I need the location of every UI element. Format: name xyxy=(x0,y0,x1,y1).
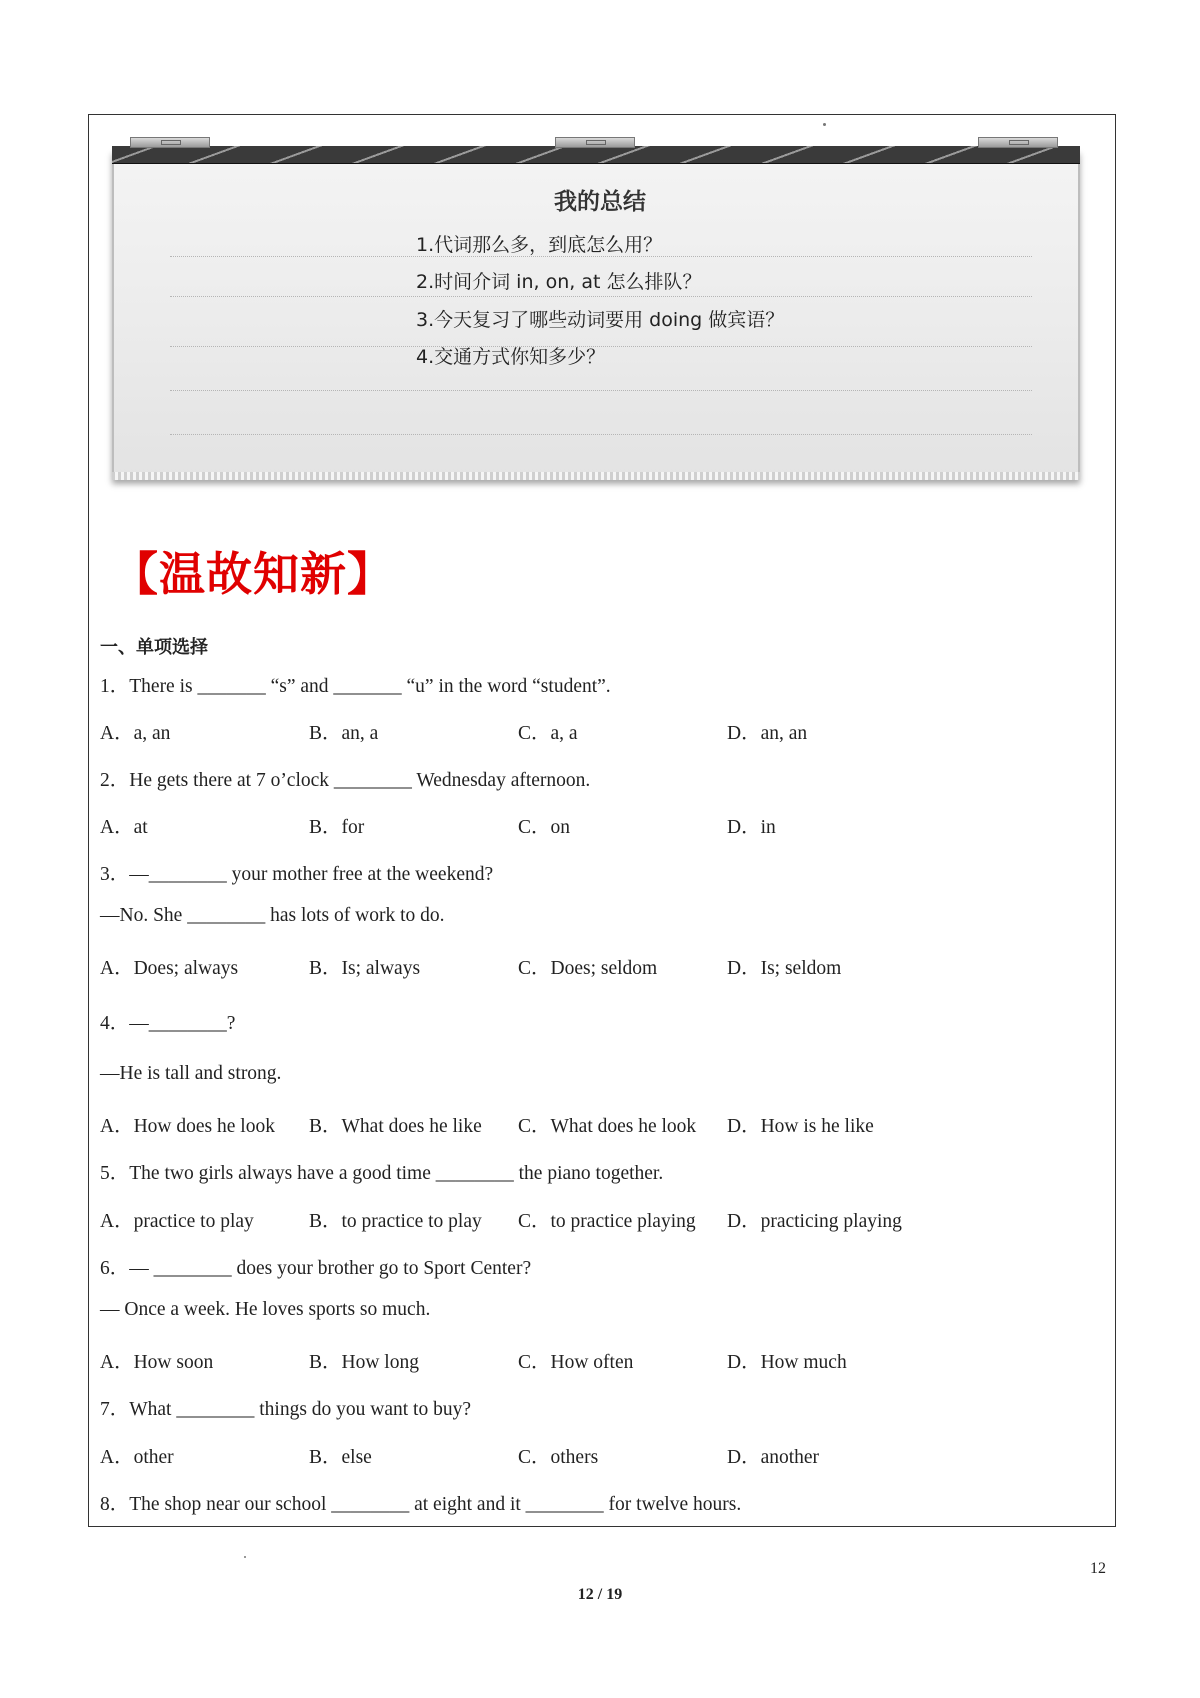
option-d: D．How much xyxy=(727,1352,847,1373)
option-c: C．to practice playing xyxy=(518,1211,696,1232)
option-a: A．a, an xyxy=(100,723,171,744)
summary-item: 2.时间介词 in, on, at 怎么排队？ xyxy=(416,271,702,293)
binder-clip-icon xyxy=(555,137,635,148)
option-b: B．for xyxy=(309,817,365,838)
dotted-rule xyxy=(170,256,1032,257)
option-a: A．other xyxy=(100,1447,174,1468)
question-line: — Once a week. He loves sports so much. xyxy=(100,1299,431,1320)
dotted-rule xyxy=(170,296,1032,297)
section-heading: 【温故知新】 xyxy=(112,547,394,601)
option-d: D．an, an xyxy=(727,723,808,744)
question-line: —He is tall and strong. xyxy=(100,1063,282,1084)
summary-item: 4.交通方式你知多少？ xyxy=(416,346,606,368)
binder-clip-icon xyxy=(130,137,210,148)
option-a: A．practice to play xyxy=(100,1211,254,1232)
scan-speck xyxy=(244,1556,246,1558)
dotted-rule xyxy=(170,434,1032,435)
option-d: D．Is; seldom xyxy=(727,958,842,979)
option-a: A．How does he look xyxy=(100,1116,275,1137)
option-c: C．on xyxy=(518,817,571,838)
option-d: D．practicing playing xyxy=(727,1211,902,1232)
question-line: 5．The two girls always have a good time ________ the piano together. xyxy=(100,1163,664,1184)
option-c: C．How often xyxy=(518,1352,634,1373)
question-line: 6．— ________ does your brother go to Sport Center? xyxy=(100,1258,532,1279)
exercise-section-title: 一、单项选择 xyxy=(100,637,208,658)
page-number: 12 xyxy=(1090,1560,1106,1577)
summary-binding-bar xyxy=(112,146,1080,164)
option-c: C．a, a xyxy=(518,723,578,744)
option-c: C．What does he look xyxy=(518,1116,697,1137)
option-c: C．Does; seldom xyxy=(518,958,658,979)
option-d: D．another xyxy=(727,1447,820,1468)
summary-box-bottom-edge xyxy=(112,472,1080,480)
question-line: 3．—________ your mother free at the weekend? xyxy=(100,864,494,885)
option-b: B．What does he like xyxy=(309,1116,482,1137)
option-b: B．else xyxy=(309,1447,372,1468)
option-d: D．How is he like xyxy=(727,1116,874,1137)
question-line: 7．What ________ things do you want to buy? xyxy=(100,1399,472,1420)
option-b: B．to practice to play xyxy=(309,1211,482,1232)
page-count: 12 / 19 xyxy=(577,1586,623,1603)
option-c: C．others xyxy=(518,1447,599,1468)
option-a: A．at xyxy=(100,817,148,838)
summary-title: 我的总结 xyxy=(554,189,646,215)
question-line: 8．The shop near our school ________ at eight and it ________ for twelve hours. xyxy=(100,1494,742,1515)
option-b: B．an, a xyxy=(309,723,379,744)
option-a: A．Does; always xyxy=(100,958,239,979)
question-line: —No. She ________ has lots of work to do. xyxy=(100,905,445,926)
summary-item: 1.代词那么多，到底怎么用？ xyxy=(416,234,663,256)
question-line: 2．He gets there at 7 o’clock ________ Wednesday afternoon. xyxy=(100,770,591,791)
binder-clip-icon xyxy=(978,137,1058,148)
summary-item: 3.今天复习了哪些动词要用 doing 做宾语？ xyxy=(416,309,785,331)
question-line: 4．—________? xyxy=(100,1013,236,1034)
option-b: B．How long xyxy=(309,1352,419,1373)
option-d: D．in xyxy=(727,817,776,838)
option-a: A．How soon xyxy=(100,1352,214,1373)
question-line: 1．There is _______ “s” and _______ “u” in the word “student”. xyxy=(100,676,611,697)
dotted-rule xyxy=(170,390,1032,391)
option-b: B．Is; always xyxy=(309,958,421,979)
scan-speck xyxy=(823,123,826,126)
